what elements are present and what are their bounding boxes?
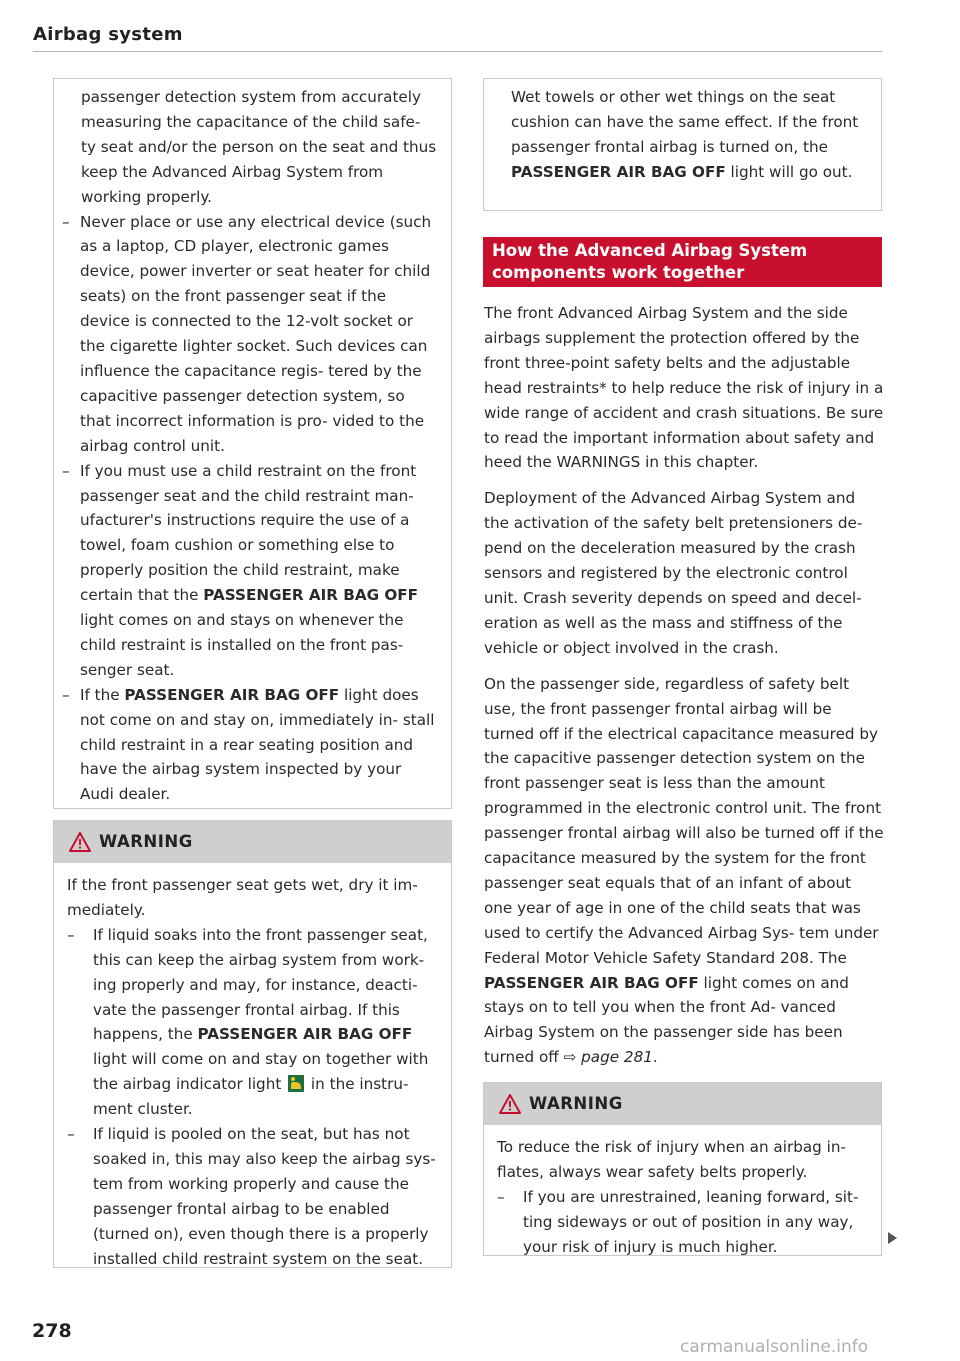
section-paragraph: Deployment of the Advanced Airbag System and the activation of the safety belt pretensioners de- pend on the deceleration measured by the crash sensors and registered by the electronic control unit. Crash severity depends on speed and decel- eration as well as the mass and stiffness of the vehicle or object involved in the crash. — [484, 489, 863, 657]
warning-triangle-icon — [69, 832, 91, 852]
page-number: 278 — [32, 1320, 72, 1342]
warning-body — [54, 863, 451, 1282]
warning-body — [484, 1125, 881, 1270]
list-item: – If you are unrestrained, leaning forward, sit- ting sideways or out of position in any way, your risk of injury is much higher. — [497, 1185, 869, 1260]
warning-title: WARNING — [529, 1093, 623, 1113]
warning-title: WARNING — [99, 831, 193, 851]
airbag-indicator-icon — [288, 1075, 304, 1092]
section-heading: How the Advanced Airbag System components work together — [483, 237, 882, 287]
passenger-airbag-off-term: PASSENGER AIR BAG OFF — [203, 586, 419, 605]
header-rule — [33, 51, 882, 52]
running-header: Airbag system — [33, 24, 183, 45]
section-body — [484, 301, 884, 1070]
right-warning-box — [483, 1082, 882, 1256]
right-box-text: Wet towels or other wet things on the seat cushion can have the same effect. If the front passenger frontal airbag is turned on, the PASSENGER AIR BAG OFF light will go out. — [511, 88, 859, 181]
list-item: – Never place or use any electrical device (such as a laptop, CD player, electronic games device, power inverter or seat heater for child seats) on the front passenger seat if the device is connected to the 12-volt socket or the cigarette lighter socket. Such devices can influence the capacitance regis- tered by the capacitive passenger detection system, so that incorrect information is pro- vided to the airbag control unit. — [54, 210, 439, 459]
warning-triangle-icon — [499, 1094, 521, 1114]
passenger-airbag-off-term: PASSENGER AIR BAG OFF — [124, 685, 340, 704]
passenger-airbag-off-term: PASSENGER AIR BAG OFF — [484, 973, 699, 992]
watermark: carmanualsonline.info — [680, 1337, 869, 1357]
left-continuation-box — [53, 78, 452, 809]
left-warning-box — [53, 820, 452, 1268]
left-box-intro: passenger detection system from accurately measuring the capacitance of the child safe- ty seat and/or the person on the seat and thus keep the Advanced Airbag System from working properly. — [81, 88, 437, 206]
left-box-list — [54, 210, 439, 808]
list-item: – If you must use a child restraint on the front passenger seat and the child restraint man- ufacturer's instructions require the use of a towel, foam cushion or something else to properly position the child restraint, make certain that the PASSENGER AIR BAG OFF light comes on and stays on whenever the child restraint is installed on the front pas- senger seat. — [54, 459, 439, 683]
warning-list — [497, 1185, 869, 1260]
warning-list — [67, 923, 439, 1272]
list-item: – If the PASSENGER AIR BAG OFF light does not come on and stay on, immediately in- stall child restraint in a rear seating position and have the airbag system inspected by your Audi dealer. — [54, 683, 439, 808]
passenger-airbag-off-term: PASSENGER AIR BAG OFF — [197, 1025, 413, 1044]
warning-intro: If the front passenger seat gets wet, dry it im- mediately. — [67, 876, 418, 919]
page-reference-link[interactable]: ⇨ page 281 — [563, 1048, 653, 1067]
right-continuation-box — [483, 78, 882, 211]
list-item: – If liquid is pooled on the seat, but has not soaked in, this may also keep the airbag sys- tem from working properly and cause the passenger frontal airbag to be enabled (turned on), even though there is a properly installed child restraint system on the seat. — [67, 1122, 439, 1271]
continue-arrow-icon — [888, 1232, 897, 1244]
section-paragraph: The front Advanced Airbag System and the side airbags supplement the protection offered by the front three-point safety belts and the adjustable head restraints* to help reduce the risk of injury in a wide range of accident and crash situations. Be sure to read the important information about safety and heed the WARNINGS in this chapter. — [484, 304, 884, 472]
section-paragraph: On the passenger side, regardless of safety belt use, the front passenger frontal airbag will be turned off if the electrical capacitance measured by the capacitive passenger detection system on the front passenger seat is less than the amount programmed in the electronic control unit. The front passenger frontal airbag will also be turned off if the capacitance measured by the system for the front passenger seat equals that of an infant of about one year of age in one of the child seats that was used to certify the Advanced Airbag Sys- tem under Federal Motor Vehicle Safety Standard 208. The PASSENGER AIR BAG OFF light comes on and stays on to tell you when the front Ad- vanced Airbag System on the passenger side has been turned off ⇨ page 281. — [484, 674, 884, 1067]
warning-header — [484, 1083, 881, 1125]
list-item: – If liquid soaks into the front passenger seat, this can keep the airbag system from work- ing properly and may, for instance, deacti- vate the passenger frontal airbag. If this happens, the PASSENGER AIR BAG OFF light will come on and stay on together with the airbag indicator light in the instru- ment cluster. — [67, 923, 439, 1122]
warning-intro: To reduce the risk of injury when an airbag in- flates, always wear safety belts properly. — [497, 1138, 846, 1181]
warning-header — [54, 821, 451, 863]
passenger-airbag-off-term: PASSENGER AIR BAG OFF — [511, 162, 726, 181]
